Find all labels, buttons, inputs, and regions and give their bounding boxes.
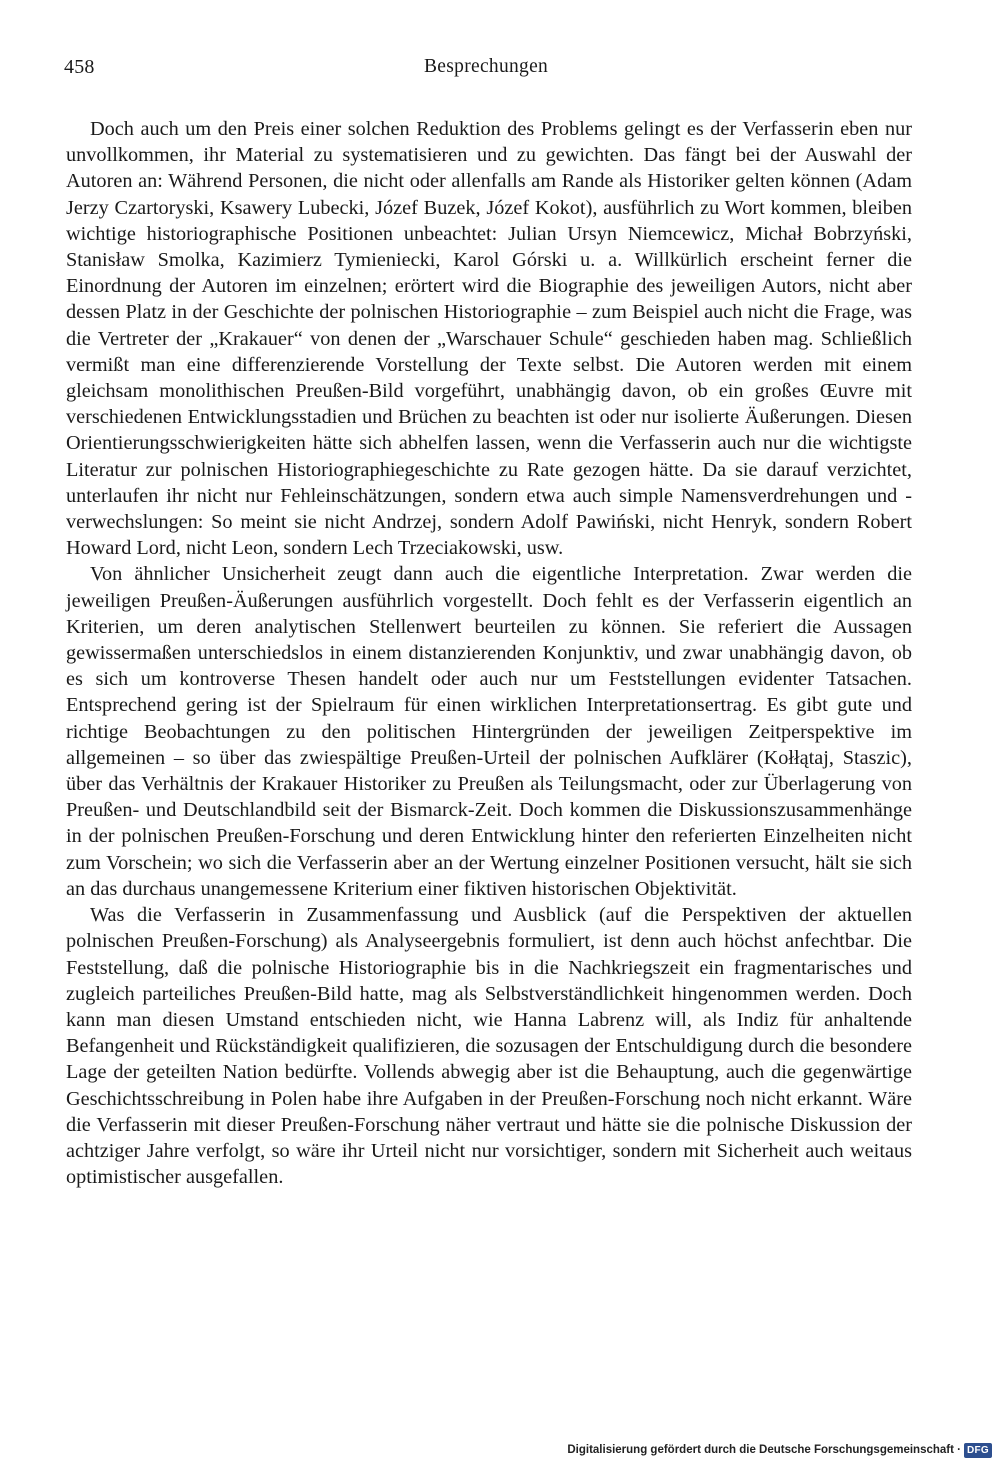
paragraph: Doch auch um den Preis einer solchen Reduktion des Problems gelingt es der Verfasserin eben nur unvollkommen, ihr Material zu systematisieren und zu gewichten. Das fängt bei der Auswahl der Autoren an: Während Personen, die nicht oder allenfalls am Rande als Historiker gelten können (Adam Jerzy Czartoryski, Ksawery Lubecki, Józef Buzek, Józef Kokot), ausführlich zu Wort kommen, bleiben wichtige historiographische Positionen unbeachtet: Julian Ursyn Niemcewicz, Michał Bobrzyński, Stanisław Smolka, Kazimierz Tymieniecki, Karol Górski u. a. Willkürlich erscheint ferner die Einordnung der Autoren im einzelnen; erörtert wird die Biographie des jeweiligen Autors, nicht aber dessen Platz in der Geschichte der polnischen Historiographie – zum Beispiel auch nicht die Frage, was die Vertreter der „Krakauer“ von denen der „Warschauer Schule“ geschieden haben mag. Schließlich vermißt man eine differenzierende Vorstellung der Texte selbst. Die Autoren werden mit einem gleichsam monolithischen Preußen-Bild vorgeführt, unabhängig davon, ob ein großes Œuvre mit verschiedenen Entwicklungsstadien und Brüchen zu beachten ist oder nur isolierte Äußerungen. Diesen Orientierungsschwierigkeiten hätte sich abhelfen lassen, wenn die Verfasserin auch nur die wichtigste Literatur zur polnischen Historiographiegeschichte zu Rate gezogen hätte. Da sie darauf verzichtet, unterlaufen ihr nicht nur Fehleinschätzungen, sondern etwa auch simple Namensverdrehungen und -verwechslungen: So meint sie nicht Andrzej, sondern Adolf Pawiński, nicht Henryk, sondern Robert Howard Lord, nicht Leon, sondern Lech Trzeciakowski, usw.	[66, 118, 912, 560]
digitization-footer	[567, 1441, 992, 1459]
running-head: Besprechungen	[424, 56, 549, 77]
page-header	[64, 56, 910, 90]
paragraph: Was die Verfasserin in Zusammenfassung und Ausblick (auf die Perspektiven der aktuellen polnischen Preußen-Forschung) als Analyseergebnis formuliert, ist denn auch höchst anfechtbar. Die Feststellung, daß die polnische Historiographie bis in die Nachkriegszeit ein fragmentarisches und zugleich parteiliches Preußen-Bild hatte, mag als Selbstverständlichkeit hingenommen werden. Doch kann man diesen Umstand entschieden nicht, wie Hanna Labrenz will, als Indiz für anhaltende Befangenheit und Rückständigkeit qualifizieren, die sozusagen der Entschuldigung durch die besondere Lage der geteilten Nation bedürfte. Vollends abwegig aber ist die Behauptung, auch die gegenwärtige Geschichtsschreibung in Polen habe ihre Aufgaben in der Preußen-Forschung noch nicht erkannt. Wäre die Verfasserin mit dieser Preußen-Forschung näher vertraut und hätte sie die polnische Diskussion der achtziger Jahre verfolgt, so wäre ihr Urteil nicht nur vorsichtiger, sondern mit Sicherheit auch weitaus optimistischer ausgefallen.	[66, 904, 912, 1189]
dfg-logo-icon: DFG	[964, 1443, 992, 1458]
body-text	[66, 116, 912, 1190]
footer-credit-text: Digitalisierung gefördert durch die Deutsche Forschungsgemeinschaft ·	[567, 1444, 961, 1456]
page-number: 458	[64, 56, 95, 78]
paragraph: Von ähnlicher Unsicherheit zeugt dann auch die eigentliche Interpretation. Zwar werden die jeweiligen Preußen-Äußerungen ausführlich vorgestellt. Doch fehlt es der Verfasserin eigentlich an Kriterien, um deren analytischen Stellenwert beurteilen zu können. Sie referiert die Aussagen gewissermaßen unterschiedslos in einem distanzierenden Konjunktiv, und zwar unabhängig davon, ob es sich um kontroverse Thesen handelt oder auch nur um Feststellungen evidenter Tatsachen. Entsprechend gering ist der Spielraum für einen wirklichen Interpretationsertrag. Es gibt gute und richtige Beobachtungen zu den politischen Hintergründen der jeweiligen Zeitperspektive im allgemeinen – so über das zwiespältige Preußen-Urteil der polnischen Aufklärer (Kołłątaj, Staszic), über das Verhältnis der Krakauer Historiker zu Preußen als Teilungsmacht, oder zur Überlagerung von Preußen- und Deutschlandbild seit der Bismarck-Zeit. Doch kommen die Diskussionszusammenhänge in der polnischen Preußen-Forschung und deren Entwicklung hinter den referierten Einzelheiten nicht zum Vorschein; wo sich die Verfasserin aber an der Wertung einzelner Positionen versucht, hält sie sich an das durchaus unangemessene Kriterium einer fiktiven historischen Objektivität.	[66, 563, 912, 900]
